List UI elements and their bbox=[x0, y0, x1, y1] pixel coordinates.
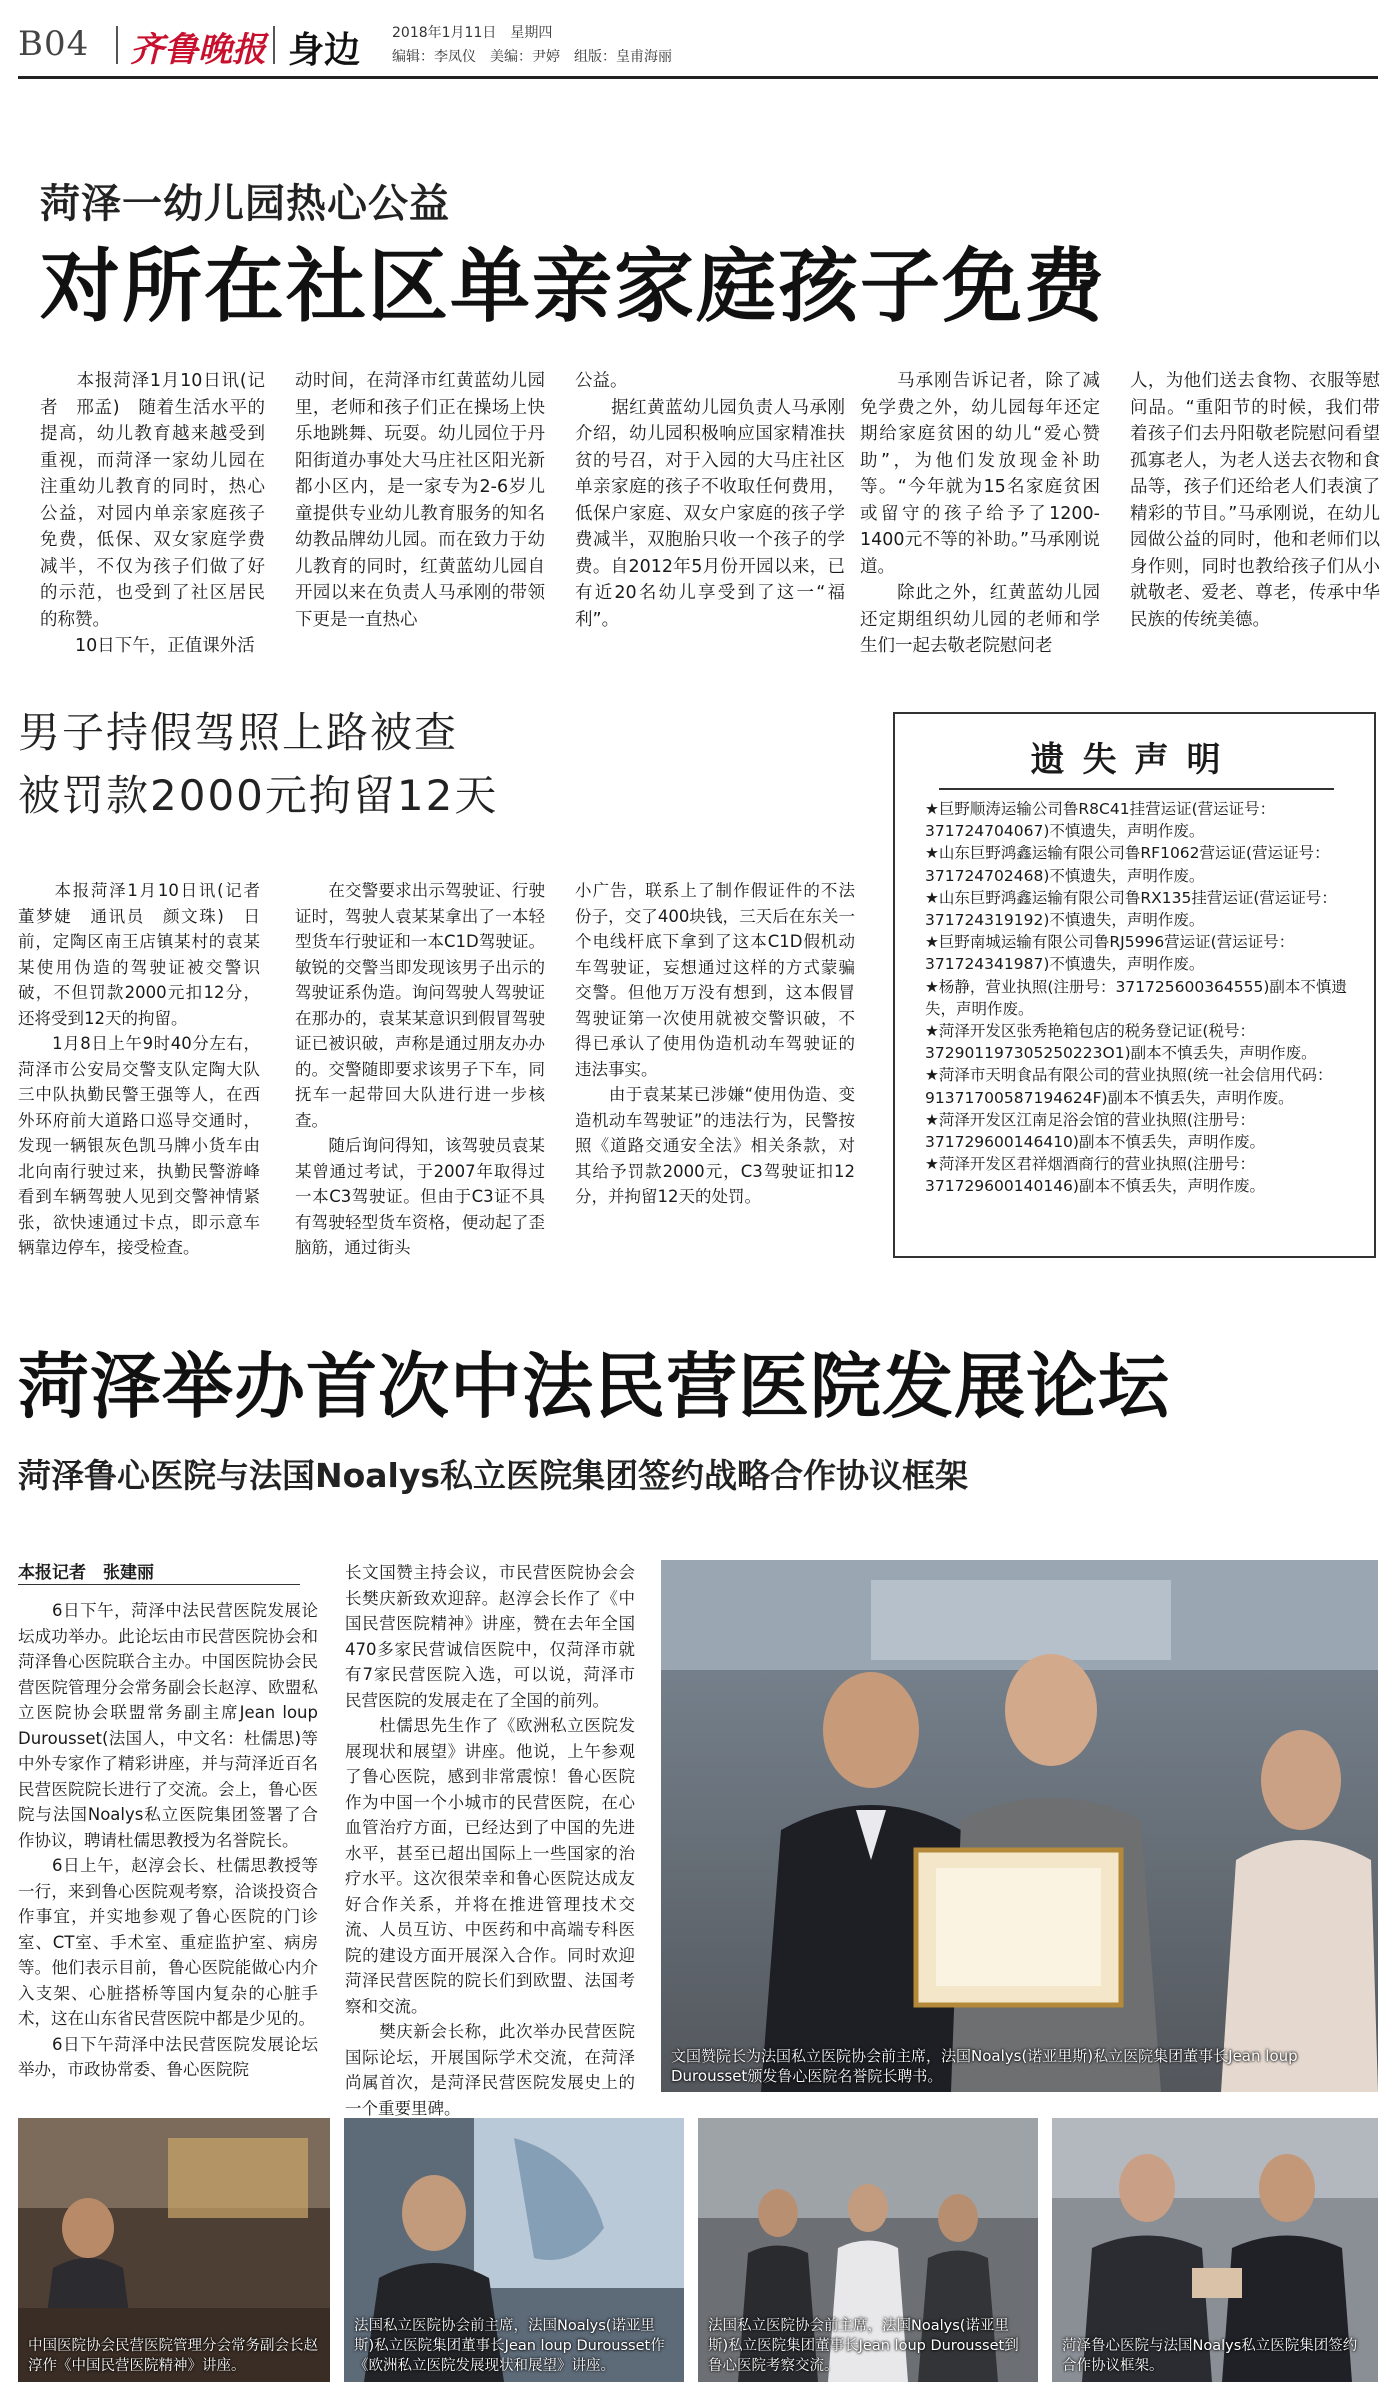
story3-column: 长文国赞主持会议，市民营医院协会会长樊庆新致欢迎辞。赵淳会长作了《中国民营医院精神》讲座，赞在去年全国470多家民营诚信医院中，仅菏泽市就有7家民营医院入选，可以说，菏泽市民营医院的发展走在了全国的前列。 杜儒思先生作了《欧洲私立医院发展现状和展望》讲座。他说，上午参观了鲁心医院，感到非常震惊！鲁心医院作为中国一个小城市的民营医院，在心血管治疗方面，已经达到了中国的先进水平，甚至已超出国际上一些国家的治疗水平。这次很荣幸和鲁心医院达成友好合作关系，并将在推进管理技术交流、人员互访、中医药和中高端专科医院的建设方面开展深入合作。同时欢迎菏泽民营医院的院长们到欧盟、法国考察和交流。 樊庆新会长称，此次举办民营医院国际论坛，开展国际学术交流，在菏泽尚属首次，是菏泽民营医院发展史上的一个重要里碑。 bbox=[345, 1563, 635, 2118]
photo-caption-4: 菏泽鲁心医院与法国Noalys私立医院集团签约合作协议框架。 bbox=[1062, 2338, 1358, 2374]
photo-lecture-2 bbox=[344, 2118, 684, 2382]
story1-subtitle: 菏泽一幼儿园热心公益 bbox=[40, 181, 450, 227]
photo-visit bbox=[698, 2118, 1038, 2382]
notice-title: 遗失声明 bbox=[1030, 740, 1239, 780]
story1-column: 动时间，在菏泽市红黄蓝幼儿园里，老师和孩子们正在操场上快乐地跳舞、玩耍。幼儿园位于丹阳街道办事处大马庄社区阳光新都小区内，是一家专为2-6岁儿童提供专业幼儿教育服务的知名幼教品牌幼儿园。而在致力于幼儿教育的同时，红黄蓝幼儿园自开园以来在负责人马承刚的带领下更是一直热心 bbox=[295, 371, 545, 630]
story3-column: 6日下午，菏泽中法民营医院发展论坛成功举办。此论坛由市民营医院协会和菏泽鲁心医院联合主办。中国医院协会民营医院管理分会常务副会长赵淳、欧盟私立医院协会联盟常务副主席Jean loup Durousset(法国人，中文名：杜儒思)等中外专家作了精彩讲座，并与菏泽近百名民营医院院长进行了交流。会上，鲁心医院与法国Noalys私立医院集团签署了合作协议，聘请杜儒思教授为名誉院长。 6日上午，赵淳会长、杜儒思教授等一行，来到鲁心医院观考察，洽谈投资合作事宜，并实地参观了鲁心医院的门诊室、CT室、手术室、重症监护室、病房等。他们表示目前，鲁心医院能做心内介入支架、心脏搭桥等国内复杂的心脏手术，这在山东省民营医院中都是少见的。 6日下午菏泽中法民营医院发展论坛举办，市政协常委、鲁心医院院 bbox=[18, 1601, 318, 2079]
story2-column: 小广告，联系上了制作假证件的不法份子，交了400块钱，三天后在东关一个电线杆底下拿到了这本C1D假机动车驾驶证，妄想通过这样的方式蒙骗交警。但他万万没有想到，这本假冒驾驶证第一次使用就被交警识破，不得已承认了使用伪造机动车驾驶证的违法事实。 由于袁某某已涉嫌“使用伪造、变造机动车驾驶证”的违法行为，民警按照《道路交通安全法》相关条款，对其给予罚款2000元，C3驾驶证扣12分，并拘留12天的处罚。 bbox=[575, 881, 855, 1206]
lost-notice-box bbox=[893, 712, 1376, 1258]
newspaper-logo: 齐鲁晚报 bbox=[130, 30, 266, 70]
story1-column: 人，为他们送去食物、衣服等慰问品。“重阳节的时候，我们带着孩子们去丹阳敬老院慰问看望孤寡老人，为老人送去衣物和食品等，孩子们还给老人们表演了精彩的节目。”马承刚说，在幼儿园做公益的同时，他和老师们以身作则，同时也教给孩子们从小就敬老、爱老、尊老，传承中华民族的传统美德。 bbox=[1130, 371, 1380, 630]
masthead-divider bbox=[116, 26, 118, 64]
main-photo bbox=[661, 1560, 1378, 2092]
award-ceremony-image bbox=[661, 1560, 1378, 2092]
editorial-staff: 编辑：李凤仪 美编：尹婷 组版：皇甫海丽 bbox=[392, 49, 672, 65]
story1-column: 马承刚告诉记者，除了减免学费之外，幼儿园每年还定期给家庭贫困的幼儿“爱心赞助”，为他们发放现金补助等。“今年就为15名家庭贫困或留守的孩子给予了1200-1400元不等的补助。”马承刚说道。 除此之外，红黄蓝幼儿园还定期组织幼儿园的老师和学生们一起去敬老院慰问老 bbox=[860, 371, 1100, 656]
byline-rule bbox=[18, 1584, 300, 1585]
story2-headline-line2: 被罚款2000元拘留12天 bbox=[18, 771, 499, 820]
page-number: B04 bbox=[18, 24, 90, 64]
photo-lecture-1 bbox=[18, 2118, 330, 2382]
story2-column: 在交警要求出示驾驶证、行驶证时，驾驶人袁某某拿出了一本轻型货车行驶证和一本C1D驾驶证。敏锐的交警当即发现该男子出示的驾驶证系伪造。询问驾驶人驾驶证在那办的，袁某某意识到假冒驾驶证已被识破，声称是通过朋友办办的。交警随即要求该男子下车，同抚车一起带回大队进行进一步核查。 随后询问得知，该驾驶员袁某某曾通过考试，于2007年取得过一本C3驾驶证。但由于C3证不具有驾驶轻型货车资格，便动起了歪脑筋，通过街头 bbox=[295, 881, 545, 1257]
photo-caption-1: 中国医院协会民营医院管理分会常务副会长赵淳作《中国民营医院精神》讲座。 bbox=[28, 2338, 318, 2374]
masthead bbox=[18, 20, 1378, 76]
story1-column: 本报菏泽1月10日讯(记者 邢孟) 随着生活水平的提高，幼儿教育越来越受到重视，而菏泽一家幼儿园在注重幼儿教育的同时，热心公益，对园内单亲家庭孩子免费，低保、双女家庭学费减半，不仅为孩子们做了好的示范，也受到了社区居民的称赞。 10日下午，正值课外活 bbox=[40, 371, 265, 656]
notice-body: ★巨野顺涛运输公司鲁R8C41挂营运证(营运证号：371724704067)不慎遗失，声明作废。 ★山东巨野鸿鑫运输有限公司鲁RF1062营运证(营运证号：371724702468)不慎遗失，声明作废。 ★山东巨野鸿鑫运输有限公司鲁RX135挂营运证(营运证号：371724319192)不慎遗失，声明作废。 ★巨野南城运输有限公司鲁RJ5996营运证(营运证号：371724341987)不慎遗失，声明作废。 ★杨静，营业执照(注册号：371725600364555)副本不慎遗失，声明作废。 ★菏泽开发区张秀艳箱包店的税务登记证(税号：372901197305250223O1)副本不慎丢失，声明作废。 ★菏泽市天明食品有限公司的营业执照(统一社会信用代码：91371700587194624F)副本不慎丢失，声明作废。 ★菏泽开发区江南足浴会馆的营业执照(注册号：371729600146410)副本不慎丢失，声明作废。 ★菏泽开发区君祥烟酒商行的营业执照(注册号：371729600140146)副本不慎丢失，声明作废。 bbox=[925, 800, 1347, 1196]
photo-signing bbox=[1052, 2118, 1378, 2382]
story1-headline: 对所在社区单亲家庭孩子免费 bbox=[40, 240, 1106, 333]
photo-caption-3: 法国私立医院协会前主席，法国Noalys(诺亚里斯)私立医院集团董事长Jean loup Durousset到鲁心医院考察交流。 bbox=[708, 2318, 1019, 2374]
notice-divider bbox=[939, 788, 1334, 790]
story3-headline: 菏泽举办首次中法民营医院发展论坛 bbox=[18, 1345, 1171, 1428]
masthead-rule bbox=[18, 76, 1378, 79]
story3-byline: 本报记者 张建丽 bbox=[18, 1563, 154, 1583]
section-name: 身边 bbox=[288, 30, 361, 71]
main-photo-caption: 文国赞院长为法国私立医院协会前主席，法国Noalys(诺亚里斯)私立医院集团董事长Jean loup Durousset颁发鲁心医院名誉院长聘书。 bbox=[671, 2047, 1298, 2085]
story2-headline-line1: 男子持假驾照上路被查 bbox=[18, 708, 459, 757]
story1-column: 公益。 据红黄蓝幼儿园负责人马承刚介绍，幼儿园积极响应国家精准扶贫的号召，对于入园的大马庄社区单亲家庭的孩子不收取任何费用，低保户家庭、双女户家庭的孩子学费减半，双胞胎只收一个孩子的学费。自2012年5月份开园以来，已有近20名幼儿享受到了这一“福利”。 bbox=[575, 371, 845, 630]
story2-column: 本报菏泽1月10日讯(记者 董梦婕 通讯员 颜文珠) 日前，定陶区南王店镇某村的袁某某使用伪造的驾驶证被交警识破，不但罚款2000元扣12分，还将受到12天的拘留。 1月8日上午9时40分左右，菏泽市公安局交警支队定陶大队三中队执勤民警王强等人，在西外环府前大道路口巡导交通时，发现一辆银灰色凯马牌小货车由北向南行驶过来，执勤民警游峰看到车辆驾驶人见到交警神情紧张，欲快速通过卡点，即示意车辆靠边停车，接受检查。 bbox=[18, 881, 260, 1257]
masthead-divider bbox=[273, 26, 275, 64]
issue-date: 2018年1月11日 星期四 bbox=[392, 25, 553, 41]
story3-subtitle: 菏泽鲁心医院与法国Noalys私立医院集团签约战略合作协议框架 bbox=[18, 1456, 969, 1495]
photo-caption-2: 法国私立医院协会前主席，法国Noalys(诺亚里斯)私立医院集团董事长Jean loup Durousset作《欧洲私立医院发展现状和展望》讲座。 bbox=[354, 2318, 665, 2374]
